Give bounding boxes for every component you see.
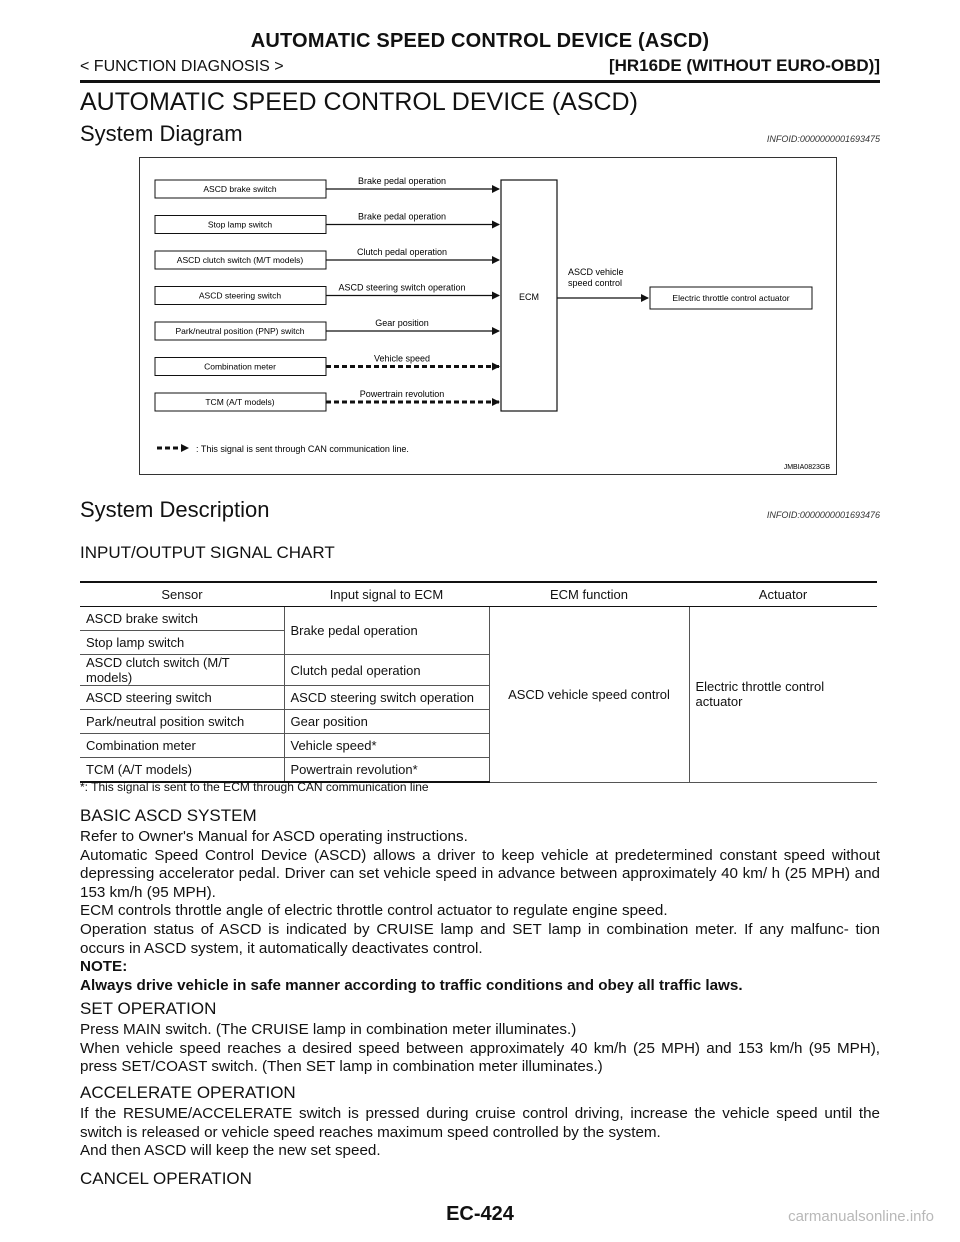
signal-label: ASCD steering switch operation (338, 282, 466, 293)
basic-p1: Refer to Owner's Manual for ASCD operating instructions. (80, 828, 468, 845)
ecm-label: ECM (519, 292, 539, 302)
signal-chart-title: INPUT/OUTPUT SIGNAL CHART (80, 543, 335, 562)
accel-p1: If the RESUME/ACCELERATE switch is pressed during cruise control driving, increase the vehicle speed until the switch is released or vehicle speed reaches maximum speed controlled by the system. (80, 1105, 880, 1141)
col-header-ecm-function: ECM function (489, 582, 689, 607)
output-signal-line1: ASCD vehicle (568, 267, 624, 277)
col-header-sensor: Sensor (80, 582, 284, 607)
page-heading: AUTOMATIC SPEED CONTROL DEVICE (ASCD) (80, 88, 638, 116)
input-label: ASCD brake switch (203, 184, 277, 194)
actuator-label: Electric throttle control actuator (672, 293, 790, 303)
sensor-cell: ASCD brake switch (80, 607, 284, 631)
accel-p2: And then ASCD will keep the new set speed. (80, 1142, 381, 1160)
figure-code: JMBIA0823GB (783, 464, 830, 471)
note-label: NOTE: (80, 958, 128, 976)
input-label: Park/neutral position (PNP) switch (175, 326, 305, 336)
actuator-line1: Electric throttle control (695, 679, 825, 695)
output-signal-line2: speed control (568, 278, 623, 288)
cancel-operation-title: CANCEL OPERATION (80, 1169, 252, 1188)
table-header-row (80, 582, 877, 607)
breadcrumb: < FUNCTION DIAGNOSIS > (80, 58, 284, 75)
system-diagram-heading: System Diagram (80, 121, 243, 146)
col-header-input: Input signal to ECM (284, 582, 489, 607)
signal-label: Brake pedal operation (357, 176, 447, 186)
input-cell: Clutch pedal operation (284, 655, 489, 686)
sensor-cell: ASCD clutch switch (M/T models) (80, 655, 284, 686)
system-diagram-infoid: INFOID:0000000001693475 (766, 134, 880, 144)
input-cell: ASCD steering switch operation (284, 686, 489, 710)
basic-ascd-title: BASIC ASCD SYSTEM (80, 806, 257, 825)
input-label: Combination meter (204, 361, 276, 372)
input-cell: Powertrain revolution* (284, 758, 489, 783)
signal-label: Vehicle speed (373, 353, 431, 364)
system-description-heading: System Description (80, 497, 270, 522)
input-cell: Brake pedal operation (284, 607, 489, 655)
signal-label: Clutch pedal operation (356, 247, 448, 257)
sensor-cell: Park/neutral position switch (80, 710, 284, 734)
signal-label: Brake pedal operation (357, 211, 447, 222)
signal-chart-table (80, 581, 877, 783)
header-rule (80, 80, 880, 83)
actuator-cell (689, 607, 877, 783)
set-p2: When vehicle speed reaches a desired speed between approximately 40 km/h (25 MPH) and 153 km/h (95 MPH), press SET/COAST switch. (Then SET lamp in combination meter illuminates.) (80, 1039, 880, 1076)
input-label: ASCD clutch switch (M/T models) (176, 255, 304, 265)
header-title: AUTOMATIC SPEED CONTROL DEVICE (ASCD) (250, 30, 710, 52)
basic-ascd-body (80, 828, 880, 995)
accelerate-operation-title: ACCELERATE OPERATION (80, 1083, 296, 1102)
col-header-actuator: Actuator (689, 582, 877, 607)
input-cell: Gear position (284, 710, 489, 734)
system-description-infoid: INFOID:0000000001693476 (766, 510, 880, 520)
actuator-line2: actuator (695, 694, 743, 710)
sensor-cell: TCM (A/T models) (80, 758, 284, 783)
legend-text: : This signal is sent through CAN communication line. (196, 444, 409, 454)
set-p1: Press MAIN switch. (The CRUISE lamp in combination meter illuminates.) (80, 1021, 577, 1038)
input-label: ASCD steering switch (198, 290, 282, 301)
system-diagram (139, 157, 837, 475)
accelerate-operation-body (80, 1105, 880, 1161)
watermark: carmanualsonline.info (788, 1208, 934, 1225)
table-row (80, 607, 877, 631)
basic-p4: Operation status of ASCD is indicated by CRUISE lamp and SET lamp in combination meter. If any malfunc- tion occurs in ASCD system, it automatically deactivates control. (80, 920, 880, 957)
basic-p3: ECM controls throttle angle of electric throttle control actuator to regulate engine speed. (80, 902, 668, 920)
input-label: Stop lamp switch (207, 219, 273, 230)
signal-label: Powertrain revolution (359, 389, 445, 399)
table-footnote: *: This signal is sent to the ECM through CAN communication line (80, 780, 429, 794)
sensor-cell: Stop lamp switch (80, 631, 284, 655)
system-diagram-svg (140, 158, 836, 474)
input-cell: Vehicle speed* (284, 734, 489, 758)
set-operation-body (80, 1021, 880, 1077)
set-operation-title: SET OPERATION (80, 999, 217, 1018)
page-number: EC-424 (446, 1203, 514, 1225)
signal-label: Gear position (375, 318, 429, 328)
note-text: Always drive vehicle in safe manner according to traffic conditions and obey all traffic laws. (80, 976, 743, 994)
input-label: TCM (A/T models) (205, 397, 275, 407)
sensor-cell: ASCD steering switch (80, 686, 284, 710)
ecm-function-cell: ASCD vehicle speed control (489, 607, 689, 783)
basic-p2: Automatic Speed Control Device (ASCD) allows a driver to keep vehicle at predetermined constant speed without depressing accelerator pedal. Driver can set vehicle speed in advance between approximately 40 km/ h (25 MPH) and 153 km/h (95 MPH). (80, 846, 880, 901)
engine-label: [HR16DE (WITHOUT EURO-OBD)] (608, 56, 880, 75)
sensor-cell: Combination meter (80, 734, 284, 758)
